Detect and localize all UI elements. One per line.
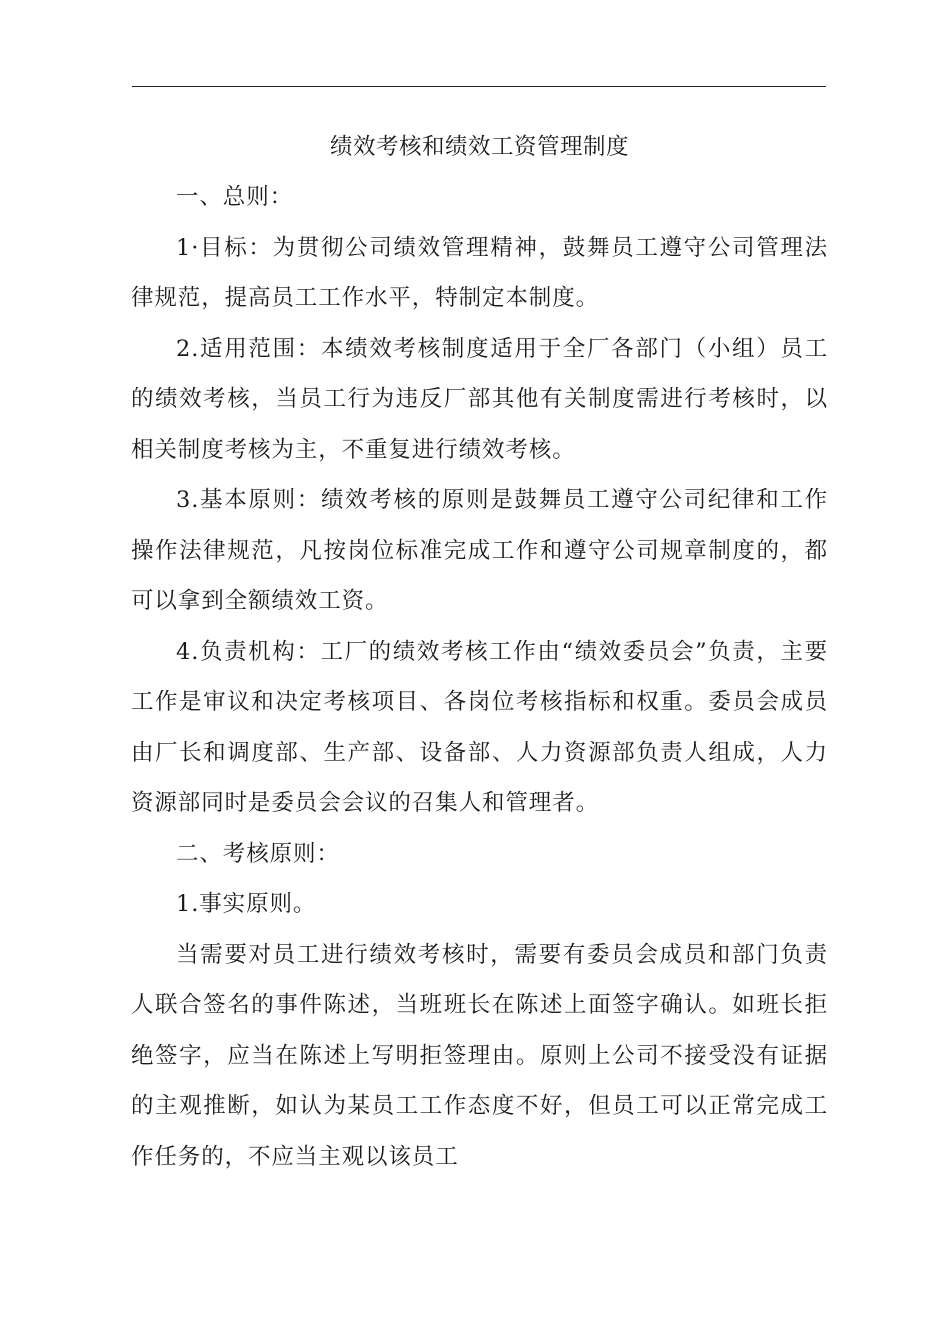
paragraph-objective: 1·目标：为贯彻公司绩效管理精神，鼓舞员工遵守公司管理法律规范，提高员工工作水平，特制定本制度。 — [131, 234, 828, 311]
paragraph-basic-principle: 3.基本原则：绩效考核的原则是鼓舞员工遵守公司纪律和工作操作法律规范，凡按岗位标准完成工作和遵守公司规章制度的，都可以拿到全额绩效工资。 — [131, 487, 828, 614]
paragraph-scope: 2.适用范围：本绩效考核制度适用于全厂各部门（小组）员工的绩效考核，当员工行为违反厂部其他有关制度需进行考核时，以相关制度考核为主，不重复进行绩效考核。 — [131, 335, 828, 463]
paragraph-fact-principle: 1.事实原则。 — [176, 891, 317, 917]
section-heading-assessment-principles: 二、考核原则： — [176, 840, 340, 867]
document-body — [131, 122, 828, 1182]
document-title: 绩效考核和绩效工资管理制度 — [329, 134, 629, 160]
paragraph-responsible-body: 4.负责机构：工厂的绩效考核工作由“绩效委员会”负责，主要工作是审议和决定考核项目、各岗位考核指标和权重。委员会成员由厂长和调度部、生产部、设备部、人力资源部负责人组成，人力资源部同时是委员会会议的召集人和管理者。 — [131, 638, 828, 816]
section-heading-general: 一、总则： — [176, 184, 294, 210]
paragraph-fact-principle-detail: 当需要对员工进行绩效考核时，需要有委员会成员和部门负责人联合签名的事件陈述，当班班长在陈述上面签字确认。如班长拒绝签字，应当在陈述上写明拒签理由。原则上公司不接受没有证据的主观推断，如认为某员工工作态度不好，但员工可以正常完成工作任务的，不应当主观以该员工 — [131, 941, 828, 1170]
header-rule — [132, 86, 826, 87]
